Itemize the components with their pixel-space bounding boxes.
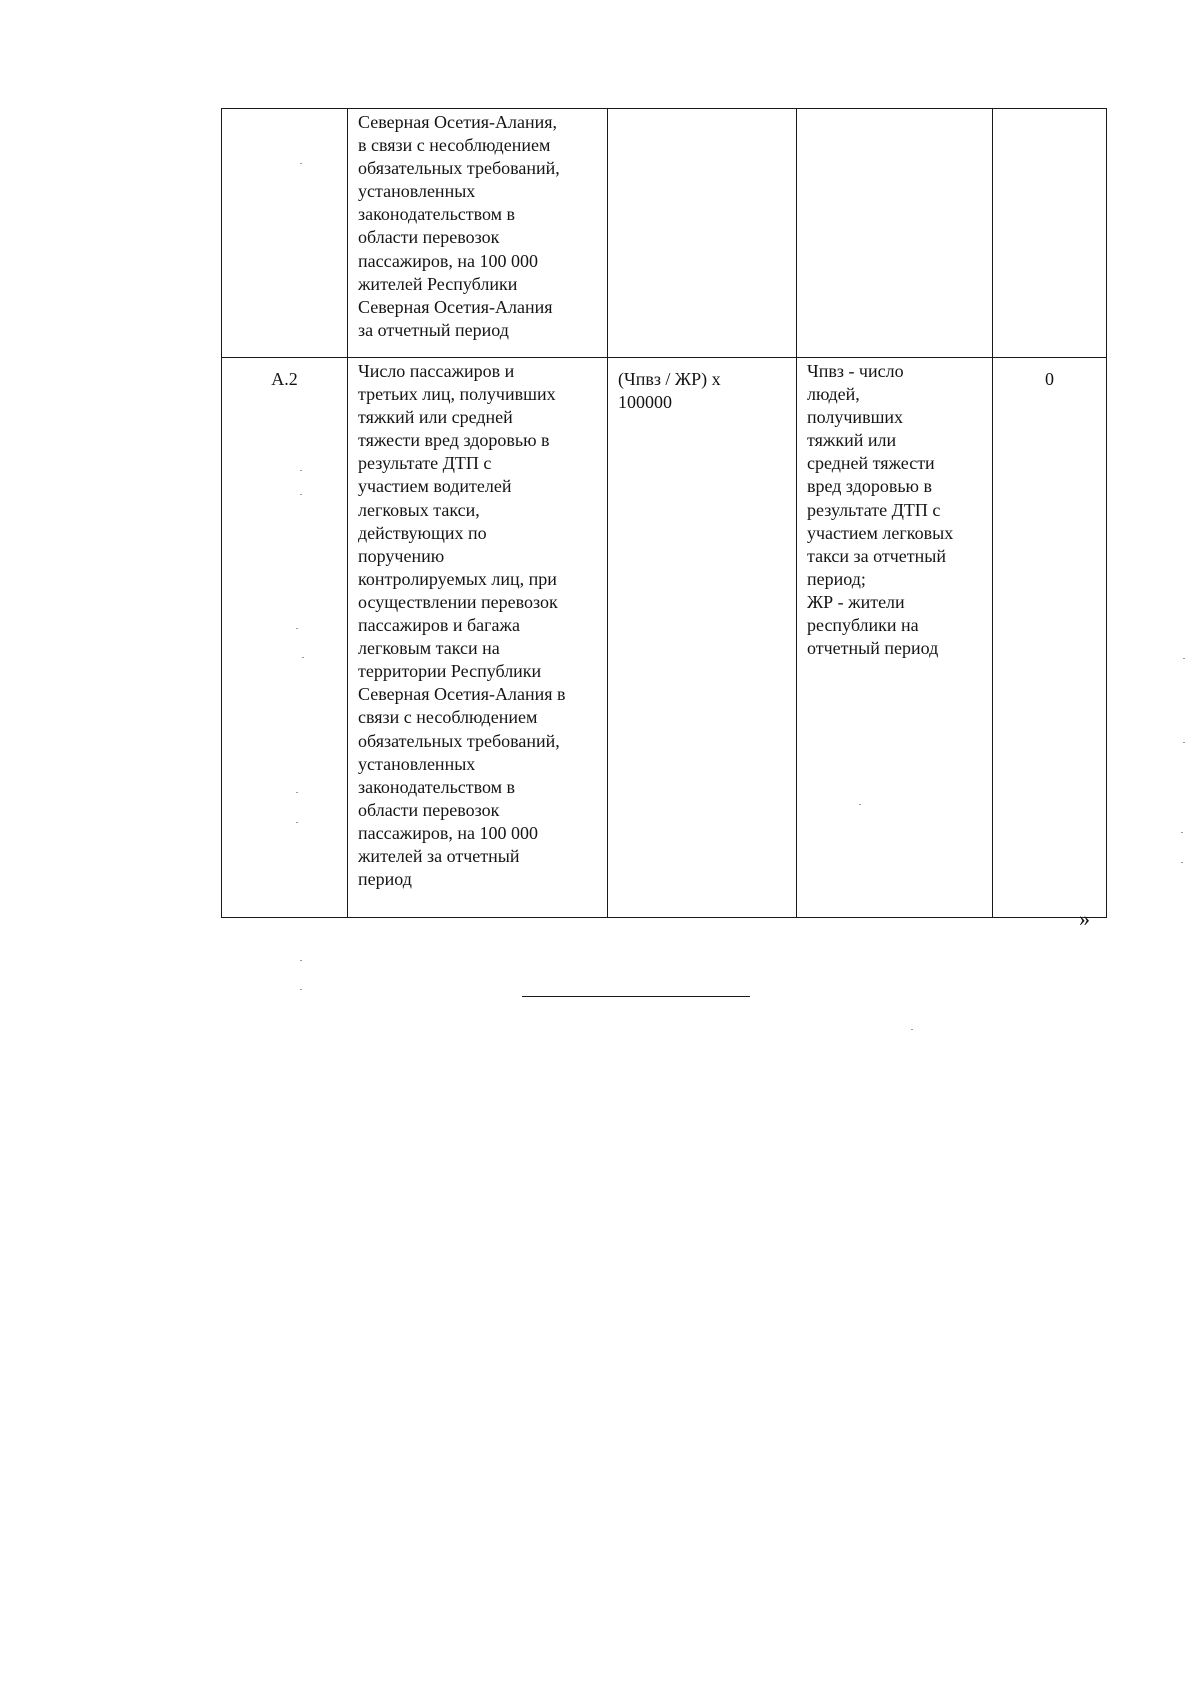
scan-speck [859,804,861,805]
indicator-name-cell [348,109,608,358]
indicator-number-cell [222,358,348,918]
formula-text: (Чпвз / ЖР) х 100000 [618,369,721,413]
scan-speck [302,657,304,658]
indicator-name-text: Северная Осетия-Алания, в связи с несоблюдением обязательных требований, установленных законодательством в области перевозок пассажиров, на 100 000 жителей Республики Северная Осетия-Алания за отчетный период [358,112,560,340]
scan-speck [300,470,302,471]
table-row [222,109,1107,358]
target-value-cell [993,109,1107,358]
formula-text [618,111,786,119]
indicator-number-cell [222,109,348,358]
closing-quote: » [1079,906,1090,931]
scan-speck [296,792,298,793]
table-row [222,358,1107,918]
indicator-number: А.2 [271,369,298,389]
indicator-name-cell [348,358,608,918]
indicators-table [221,108,1107,918]
comment-cell [797,358,993,918]
formula-cell [608,358,797,918]
scan-speck [300,960,302,961]
target-value: 0 [1045,369,1054,389]
scan-speck [300,163,302,164]
comment-text: Чпвз - число людей, получивших тяжкий или средней тяжести вред здоровью в результате ДТП с участием легковых такси за отчетный период; ЖР - жители республики на отчетный период [807,361,954,659]
target-value-cell [993,358,1107,918]
scan-speck [1181,832,1183,833]
formula-cell [608,109,797,358]
scan-speck [1183,658,1185,659]
scan-speck [1183,742,1185,743]
separator-line [522,996,750,997]
scan-speck [296,628,298,629]
scan-speck [296,822,298,823]
scan-speck [911,1029,913,1030]
scan-speck [1181,862,1183,863]
indicator-name-text: Число пассажиров и третьих лиц, получивших тяжкий или средней тяжести вред здоровью в результате ДТП с участием водителей легковых такси, действующих по поручению контролируемых лиц, при осуществлении перевозок пассажиров и багажа легковым такси на территории Республики Северная Осетия-Алания в связи с несоблюдением обязательных требований, установленных законодательством в области перевозок пассажиров, на 100 000 жителей за отчетный период [358,361,566,890]
comment-cell [797,109,993,358]
scan-speck [300,989,302,990]
scan-speck [300,494,302,495]
